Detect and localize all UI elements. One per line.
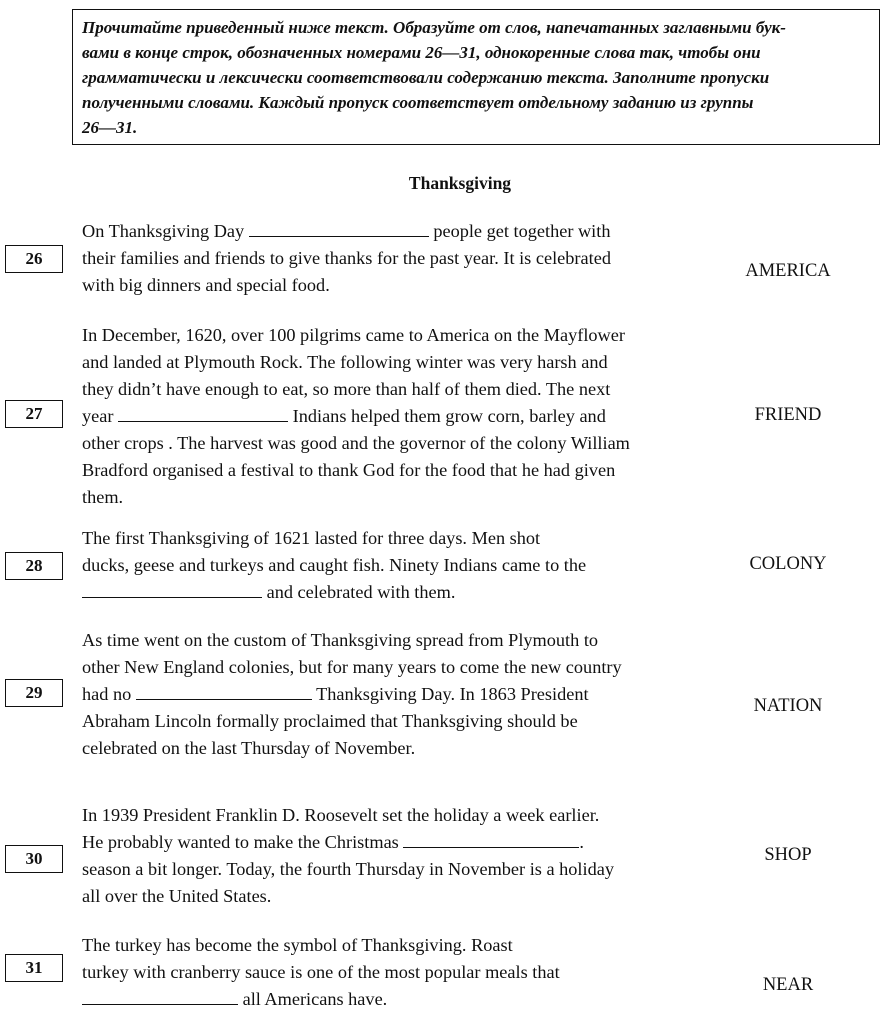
text-line: celebrated on the last Thursday of November. [82,738,416,758]
task-number-box: 30 [5,845,63,873]
keyword: AMERICA [745,261,831,281]
text-line: As time went on the custom of Thanksgiving spread from Plymouth to [82,630,599,650]
text-line [82,403,692,430]
instructions-line: грамматически и лексически соответствовали содержанию текста. Заполните пропуски [82,68,770,87]
text-line: In December, 1620, over 100 pilgrims came to America on the Mayflower [82,325,625,345]
text-line: they didn’t have enough to eat, so more than half of them died. The next [82,379,611,399]
text-line: them. [82,487,124,507]
keyword: COLONY [749,554,827,574]
answer-blank[interactable] [249,221,429,237]
keyword: NATION [753,696,823,716]
text-line: ducks, geese and turkeys and caught fish. Ninety Indians came to the [82,555,587,575]
instructions-line: 26—31. [82,118,138,137]
text-line: other crops . The harvest was good and the governor of the colony William [82,433,630,453]
text-fragment: Indians helped them grow corn, barley and [292,406,606,426]
text-line [82,681,692,708]
answer-blank[interactable] [82,582,262,598]
text-line: their families and friends to give thanks for the past year. It is celebrated [82,248,611,268]
text-line [82,218,692,245]
text-line: Abraham Lincoln formally proclaimed that Thanksgiving should be [82,711,578,731]
answer-blank[interactable] [118,406,288,422]
task-number-box: 28 [5,552,63,580]
text-line [82,829,692,856]
text-line: The turkey has become the symbol of Thanksgiving. Roast [82,935,513,955]
answer-blank[interactable] [82,989,238,1005]
text-line: turkey with cranberry sauce is one of the most popular meals that [82,962,560,982]
task-number-box: 31 [5,954,63,982]
task-paragraph [82,218,692,299]
task-paragraph [82,525,692,606]
text-line: other New England colonies, but for many years to come the new country [82,657,622,677]
text-line: with big dinners and special food. [82,275,330,295]
task-number-box: 29 [5,679,63,707]
text-fragment: and celebrated with them. [266,582,456,602]
text-line [82,986,692,1013]
text-fragment: Thanksgiving Day. In 1863 President [316,684,589,704]
instructions-line: Прочитайте приведенный ниже текст. Образуйте от слов, напечатанных заглавными бук- [82,18,786,37]
keyword: SHOP [764,845,812,865]
instructions-line: вами в конце строк, обозначенных номерами 26—31, однокоренные слова так, чтобы они [82,43,761,62]
task-paragraph [82,802,692,910]
text-line: season a bit longer. Today, the fourth Thursday in November is a holiday [82,859,614,879]
text-line: and landed at Plymouth Rock. The following winter was very harsh and [82,352,608,372]
keyword: FRIEND [754,405,822,425]
task-number-box: 27 [5,400,63,428]
instructions-box [72,9,880,145]
text-fragment: . [579,832,584,852]
text-fragment: On Thanksgiving Day [82,221,245,241]
text-line: In 1939 President Franklin D. Roosevelt set the holiday a week earlier. [82,805,600,825]
text-line: The first Thanksgiving of 1621 lasted for three days. Men shot [82,528,541,548]
answer-blank[interactable] [403,832,579,848]
text-fragment: people get together with [433,221,611,241]
task-paragraph [82,322,692,511]
text-fragment: had no [82,684,132,704]
task-number-box: 26 [5,245,63,273]
text-line: all over the United States. [82,886,272,906]
task-paragraph [82,627,692,762]
text-fragment: year [82,406,114,426]
keyword: NEAR [762,975,814,995]
task-paragraph [82,932,692,1013]
text-title: Thanksgiving [408,173,512,193]
text-line: Bradford organised a festival to thank God for the food that he had given [82,460,616,480]
instructions-line: полученными словами. Каждый пропуск соответствует отдельному заданию из группы [82,93,754,112]
text-line [82,579,692,606]
text-fragment: He probably wanted to make the Christmas [82,832,399,852]
answer-blank[interactable] [136,684,312,700]
text-fragment: all Americans have. [242,989,388,1009]
